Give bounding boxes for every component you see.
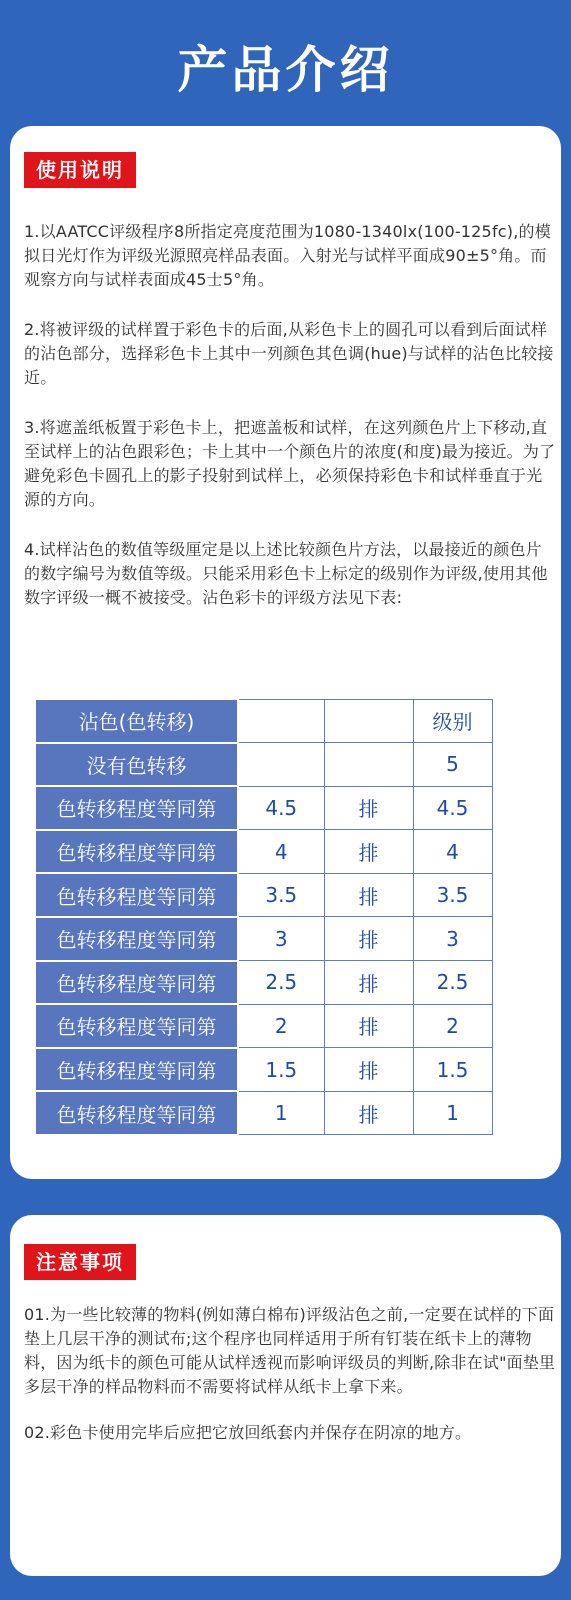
usage-card	[10, 126, 561, 1179]
row-level-cell: 4	[413, 830, 492, 874]
row-level-cell: 1.5	[413, 1048, 492, 1092]
row-grade-cell: 3	[238, 917, 324, 961]
notes-card	[10, 1215, 561, 1576]
row-label-cell: 色转移程度等同第	[35, 1048, 238, 1092]
row-pai-cell: 排	[324, 786, 413, 830]
notes-paragraph-1: 01.为一些比较薄的物料(例如薄白棉布)评级沾色之前,一定要在试样的下面垫上几层干净的测试布;这个程序也同样适用于所有钉装在纸卡上的薄物料，因为纸卡的颜色可能从试样透视而影响评级员的判断,除非在试"面垫里多层干净的样品物料而不需要将试样从纸卡上拿下来。	[24, 1305, 556, 1396]
row-grade-cell: 1	[238, 1091, 324, 1135]
row-label-cell: 色转移程度等同第	[35, 1091, 238, 1135]
row-grade-cell: 2.5	[238, 961, 324, 1005]
row-level-cell: 2	[413, 1004, 492, 1048]
table-header-row	[35, 699, 492, 743]
table-row	[35, 786, 492, 830]
row-level-cell: 3	[413, 917, 492, 961]
row-pai-cell: 排	[324, 961, 413, 1005]
row-pai-cell: 排	[324, 830, 413, 874]
header-cell-3	[324, 699, 413, 743]
usage-paragraph-3: 3.将遮盖纸板置于彩色卡上，把遮盖板和试样，在这列颜色片上下移动,直至试样上的沾色跟彩色；卡上其中一个颜色片的浓度(和度)最为接近。为了避免彩色卡圆孔上的影子投射到试样上，必须保持彩色卡和试样垂直于光源的方向。	[24, 418, 556, 509]
usage-paragraph-4: 4.试样沾色的数值等级厘定是以上述比较颜色片方法，以最接近的颜色片的数字编号为数值等级。只能采用彩色卡上标定的级别作为评级,使用其他数字评级一概不被接受。沾色彩卡的评级方法见下表:	[24, 540, 548, 607]
table-row-none	[35, 743, 492, 787]
table-row	[35, 1091, 492, 1135]
row-grade-cell: 4.5	[238, 786, 324, 830]
none-label-cell: 没有色转移	[35, 743, 238, 787]
none-cell-2	[238, 743, 324, 787]
row-pai-cell: 排	[324, 873, 413, 917]
usage-badge: 使用说明	[24, 152, 136, 188]
table-row	[35, 917, 492, 961]
row-level-cell: 4.5	[413, 786, 492, 830]
row-level-cell: 3.5	[413, 873, 492, 917]
notes-badge: 注意事项	[24, 1244, 136, 1280]
row-grade-cell: 1.5	[238, 1048, 324, 1092]
page-title: 产品介绍	[177, 41, 394, 99]
row-pai-cell: 排	[324, 1091, 413, 1135]
row-label-cell: 色转移程度等同第	[35, 1004, 238, 1048]
notes-paragraph-2: 02.彩色卡使用完毕后应把它放回纸套内并保存在阴凉的地方。	[24, 1423, 472, 1442]
grading-table	[34, 698, 493, 1136]
table-row	[35, 873, 492, 917]
row-label-cell: 色转移程度等同第	[35, 786, 238, 830]
row-level-cell: 2.5	[413, 961, 492, 1005]
table-row	[35, 830, 492, 874]
row-grade-cell: 3.5	[238, 873, 324, 917]
row-label-cell: 色转移程度等同第	[35, 830, 238, 874]
row-label-cell: 色转移程度等同第	[35, 873, 238, 917]
header-level-cell: 级别	[413, 699, 492, 743]
header-cell-2	[238, 699, 324, 743]
row-level-cell: 1	[413, 1091, 492, 1135]
row-label-cell: 色转移程度等同第	[35, 961, 238, 1005]
usage-paragraph-2: 2.将被评级的试样置于彩色卡的后面,从彩色卡上的圆孔可以看到后面试样的沾色部分，选择彩色卡上其中一列颜色其色调(hue)与试样的沾色比较接近。	[24, 320, 554, 387]
row-label-cell: 色转移程度等同第	[35, 917, 238, 961]
usage-paragraph-1: 1.以AATCC评级程序8所指定亮度范围为1080-1340lx(100-125fc),的模拟日光灯作为评级光源照亮样品表面。入射光与试样平面成90±5°角。而观察方向与试样表面成45士5°角。	[24, 222, 551, 289]
table-row	[35, 1004, 492, 1048]
row-grade-cell: 4	[238, 830, 324, 874]
none-level-cell: 5	[413, 743, 492, 787]
none-cell-3	[324, 743, 413, 787]
row-pai-cell: 排	[324, 1048, 413, 1092]
table-row	[35, 1048, 492, 1092]
row-pai-cell: 排	[324, 1004, 413, 1048]
header-label-cell: 沾色(色转移)	[35, 699, 238, 743]
row-pai-cell: 排	[324, 917, 413, 961]
row-grade-cell: 2	[238, 1004, 324, 1048]
table-row	[35, 961, 492, 1005]
